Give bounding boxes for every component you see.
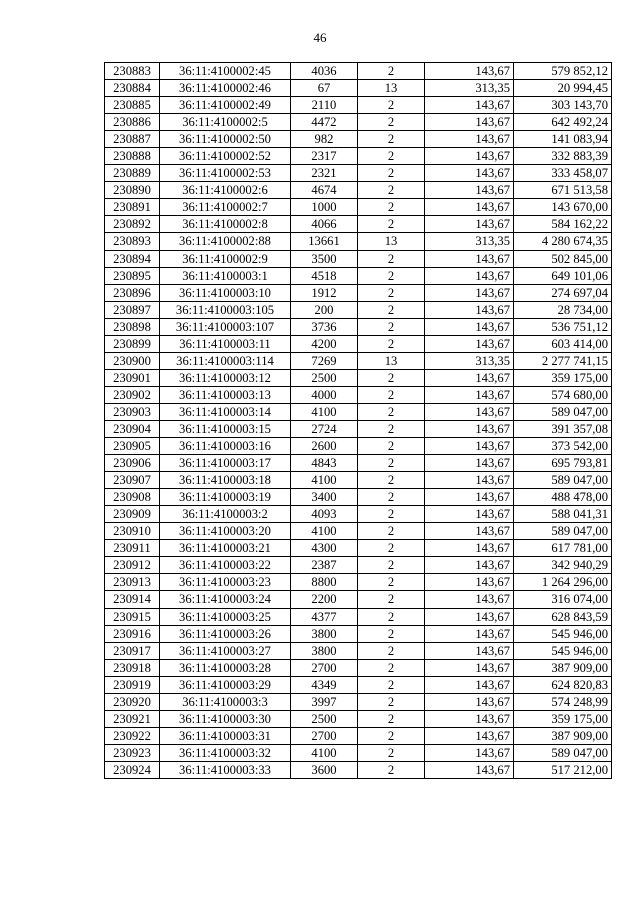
cadastral-number-cell: 36:11:4100003:32 bbox=[160, 744, 291, 761]
area-cell: 200 bbox=[291, 301, 358, 318]
table-row bbox=[105, 625, 612, 642]
category-cell: 2 bbox=[358, 523, 425, 540]
record-number-cell: 230903 bbox=[105, 403, 160, 420]
cadastral-number-cell: 36:11:4100002:7 bbox=[160, 199, 291, 216]
record-number-cell: 230921 bbox=[105, 710, 160, 727]
area-cell: 1000 bbox=[291, 199, 358, 216]
cadastral-value-cell: 387 909,00 bbox=[514, 659, 612, 676]
area-cell: 4674 bbox=[291, 182, 358, 199]
table-row bbox=[105, 455, 612, 472]
category-cell: 2 bbox=[358, 659, 425, 676]
cadastral-number-cell: 36:11:4100003:27 bbox=[160, 642, 291, 659]
area-cell: 4843 bbox=[291, 455, 358, 472]
rate-cell: 143,67 bbox=[425, 165, 514, 182]
area-cell: 3997 bbox=[291, 693, 358, 710]
area-cell: 67 bbox=[291, 80, 358, 97]
table-row bbox=[105, 676, 612, 693]
table-row bbox=[105, 591, 612, 608]
cadastral-number-cell: 36:11:4100002:52 bbox=[160, 148, 291, 165]
cadastral-number-cell: 36:11:4100002:53 bbox=[160, 165, 291, 182]
table-row bbox=[105, 403, 612, 420]
rate-cell: 143,67 bbox=[425, 301, 514, 318]
table-row bbox=[105, 165, 612, 182]
cadastral-value-cell: 589 047,00 bbox=[514, 523, 612, 540]
record-number-cell: 230885 bbox=[105, 97, 160, 114]
area-cell: 3736 bbox=[291, 318, 358, 335]
category-cell: 2 bbox=[358, 506, 425, 523]
cadastral-value-cell: 545 946,00 bbox=[514, 625, 612, 642]
area-cell: 4100 bbox=[291, 472, 358, 489]
cadastral-value-cell: 2 277 741,15 bbox=[514, 352, 612, 369]
table-row bbox=[105, 386, 612, 403]
cadastral-value-cell: 671 513,58 bbox=[514, 182, 612, 199]
rate-cell: 143,67 bbox=[425, 540, 514, 557]
rate-cell: 143,67 bbox=[425, 335, 514, 352]
record-number-cell: 230913 bbox=[105, 574, 160, 591]
cadastral-number-cell: 36:11:4100002:9 bbox=[160, 250, 291, 267]
rate-cell: 143,67 bbox=[425, 250, 514, 267]
rate-cell: 143,67 bbox=[425, 63, 514, 80]
record-number-cell: 230906 bbox=[105, 455, 160, 472]
cadastral-value-cell: 588 041,31 bbox=[514, 506, 612, 523]
record-number-cell: 230893 bbox=[105, 233, 160, 250]
rate-cell: 143,67 bbox=[425, 199, 514, 216]
rate-cell: 313,35 bbox=[425, 352, 514, 369]
cadastral-value-cell: 274 697,04 bbox=[514, 284, 612, 301]
table-row bbox=[105, 540, 612, 557]
cadastral-number-cell: 36:11:4100002:6 bbox=[160, 182, 291, 199]
cadastral-value-cell: 387 909,00 bbox=[514, 727, 612, 744]
table-row bbox=[105, 489, 612, 506]
cadastral-number-cell: 36:11:4100003:22 bbox=[160, 557, 291, 574]
category-cell: 2 bbox=[358, 489, 425, 506]
area-cell: 4377 bbox=[291, 608, 358, 625]
cadastral-value-cell: 20 994,45 bbox=[514, 80, 612, 97]
cadastral-value-cell: 695 793,81 bbox=[514, 455, 612, 472]
cadastral-value-cell: 517 212,00 bbox=[514, 761, 612, 778]
cadastral-value-cell: 536 751,12 bbox=[514, 318, 612, 335]
table-row bbox=[105, 727, 612, 744]
area-cell: 4100 bbox=[291, 744, 358, 761]
cadastral-value-cell: 584 162,22 bbox=[514, 216, 612, 233]
record-number-cell: 230892 bbox=[105, 216, 160, 233]
cadastral-number-cell: 36:11:4100003:26 bbox=[160, 625, 291, 642]
record-number-cell: 230897 bbox=[105, 301, 160, 318]
area-cell: 8800 bbox=[291, 574, 358, 591]
table-row bbox=[105, 472, 612, 489]
cadastral-number-cell: 36:11:4100003:1 bbox=[160, 267, 291, 284]
cadastral-value-cell: 488 478,00 bbox=[514, 489, 612, 506]
category-cell: 2 bbox=[358, 591, 425, 608]
category-cell: 2 bbox=[358, 267, 425, 284]
table-row bbox=[105, 250, 612, 267]
table-row bbox=[105, 80, 612, 97]
cadastral-value-cell: 1 264 296,00 bbox=[514, 574, 612, 591]
cadastral-number-cell: 36:11:4100003:13 bbox=[160, 386, 291, 403]
record-number-cell: 230884 bbox=[105, 80, 160, 97]
cadastral-number-cell: 36:11:4100003:19 bbox=[160, 489, 291, 506]
area-cell: 2700 bbox=[291, 727, 358, 744]
rate-cell: 143,67 bbox=[425, 574, 514, 591]
category-cell: 2 bbox=[358, 250, 425, 267]
category-cell: 2 bbox=[358, 608, 425, 625]
cadastral-number-cell: 36:11:4100003:16 bbox=[160, 438, 291, 455]
rate-cell: 143,67 bbox=[425, 727, 514, 744]
cadastral-number-cell: 36:11:4100003:3 bbox=[160, 693, 291, 710]
table-row bbox=[105, 148, 612, 165]
rate-cell: 143,67 bbox=[425, 369, 514, 386]
cadastral-number-cell: 36:11:4100003:17 bbox=[160, 455, 291, 472]
table-row bbox=[105, 233, 612, 250]
category-cell: 2 bbox=[358, 574, 425, 591]
table-row bbox=[105, 352, 612, 369]
area-cell: 7269 bbox=[291, 352, 358, 369]
table-row bbox=[105, 693, 612, 710]
table-row bbox=[105, 574, 612, 591]
record-number-cell: 230900 bbox=[105, 352, 160, 369]
area-cell: 2317 bbox=[291, 148, 358, 165]
cadastral-number-cell: 36:11:4100003:20 bbox=[160, 523, 291, 540]
area-cell: 1912 bbox=[291, 284, 358, 301]
cadastral-value-cell: 373 542,00 bbox=[514, 438, 612, 455]
cadastral-value-cell: 628 843,59 bbox=[514, 608, 612, 625]
rate-cell: 143,67 bbox=[425, 148, 514, 165]
cadastral-number-cell: 36:11:4100003:10 bbox=[160, 284, 291, 301]
cadastral-value-table bbox=[104, 62, 612, 779]
category-cell: 2 bbox=[358, 727, 425, 744]
area-cell: 2500 bbox=[291, 369, 358, 386]
area-cell: 3600 bbox=[291, 761, 358, 778]
record-number-cell: 230922 bbox=[105, 727, 160, 744]
category-cell: 13 bbox=[358, 80, 425, 97]
area-cell: 3800 bbox=[291, 642, 358, 659]
category-cell: 2 bbox=[358, 301, 425, 318]
record-number-cell: 230896 bbox=[105, 284, 160, 301]
record-number-cell: 230898 bbox=[105, 318, 160, 335]
record-number-cell: 230894 bbox=[105, 250, 160, 267]
cadastral-number-cell: 36:11:4100003:28 bbox=[160, 659, 291, 676]
rate-cell: 143,67 bbox=[425, 131, 514, 148]
rate-cell: 143,67 bbox=[425, 659, 514, 676]
rate-cell: 143,67 bbox=[425, 506, 514, 523]
area-cell: 4200 bbox=[291, 335, 358, 352]
cadastral-number-cell: 36:11:4100002:5 bbox=[160, 114, 291, 131]
record-number-cell: 230905 bbox=[105, 438, 160, 455]
table-row bbox=[105, 369, 612, 386]
rate-cell: 143,67 bbox=[425, 744, 514, 761]
record-number-cell: 230911 bbox=[105, 540, 160, 557]
cadastral-value-cell: 4 280 674,35 bbox=[514, 233, 612, 250]
cadastral-number-cell: 36:11:4100003:15 bbox=[160, 420, 291, 437]
category-cell: 2 bbox=[358, 744, 425, 761]
rate-cell: 143,67 bbox=[425, 625, 514, 642]
area-cell: 4300 bbox=[291, 540, 358, 557]
cadastral-value-cell: 502 845,00 bbox=[514, 250, 612, 267]
cadastral-value-cell: 316 074,00 bbox=[514, 591, 612, 608]
cadastral-number-cell: 36:11:4100003:21 bbox=[160, 540, 291, 557]
cadastral-value-cell: 545 946,00 bbox=[514, 642, 612, 659]
record-number-cell: 230917 bbox=[105, 642, 160, 659]
cadastral-number-cell: 36:11:4100003:23 bbox=[160, 574, 291, 591]
record-number-cell: 230904 bbox=[105, 420, 160, 437]
record-number-cell: 230907 bbox=[105, 472, 160, 489]
category-cell: 2 bbox=[358, 642, 425, 659]
record-number-cell: 230888 bbox=[105, 148, 160, 165]
table-row bbox=[105, 761, 612, 778]
area-cell: 2724 bbox=[291, 420, 358, 437]
category-cell: 2 bbox=[358, 114, 425, 131]
category-cell: 2 bbox=[358, 455, 425, 472]
table-row bbox=[105, 710, 612, 727]
rate-cell: 143,67 bbox=[425, 676, 514, 693]
cadastral-value-cell: 603 414,00 bbox=[514, 335, 612, 352]
table-row bbox=[105, 420, 612, 437]
rate-cell: 313,35 bbox=[425, 80, 514, 97]
category-cell: 2 bbox=[358, 761, 425, 778]
category-cell: 2 bbox=[358, 557, 425, 574]
cadastral-value-cell: 589 047,00 bbox=[514, 744, 612, 761]
table-row bbox=[105, 523, 612, 540]
record-number-cell: 230916 bbox=[105, 625, 160, 642]
area-cell: 2200 bbox=[291, 591, 358, 608]
category-cell: 2 bbox=[358, 97, 425, 114]
rate-cell: 143,67 bbox=[425, 216, 514, 233]
record-number-cell: 230887 bbox=[105, 131, 160, 148]
cadastral-value-cell: 589 047,00 bbox=[514, 403, 612, 420]
rate-cell: 143,67 bbox=[425, 114, 514, 131]
table-row bbox=[105, 267, 612, 284]
table-row bbox=[105, 199, 612, 216]
cadastral-number-cell: 36:11:4100002:49 bbox=[160, 97, 291, 114]
cadastral-number-cell: 36:11:4100003:107 bbox=[160, 318, 291, 335]
rate-cell: 143,67 bbox=[425, 642, 514, 659]
category-cell: 2 bbox=[358, 199, 425, 216]
cadastral-number-cell: 36:11:4100003:18 bbox=[160, 472, 291, 489]
category-cell: 2 bbox=[358, 438, 425, 455]
rate-cell: 143,67 bbox=[425, 403, 514, 420]
rate-cell: 143,67 bbox=[425, 97, 514, 114]
area-cell: 13661 bbox=[291, 233, 358, 250]
cadastral-value-cell: 642 492,24 bbox=[514, 114, 612, 131]
category-cell: 2 bbox=[358, 216, 425, 233]
category-cell: 2 bbox=[358, 131, 425, 148]
record-number-cell: 230889 bbox=[105, 165, 160, 182]
cadastral-number-cell: 36:11:4100002:88 bbox=[160, 233, 291, 250]
record-number-cell: 230915 bbox=[105, 608, 160, 625]
category-cell: 13 bbox=[358, 233, 425, 250]
area-cell: 4036 bbox=[291, 63, 358, 80]
category-cell: 2 bbox=[358, 625, 425, 642]
cadastral-value-cell: 649 101,06 bbox=[514, 267, 612, 284]
rate-cell: 143,67 bbox=[425, 761, 514, 778]
category-cell: 2 bbox=[358, 386, 425, 403]
cadastral-number-cell: 36:11:4100003:33 bbox=[160, 761, 291, 778]
category-cell: 2 bbox=[358, 420, 425, 437]
table-row bbox=[105, 642, 612, 659]
rate-cell: 143,67 bbox=[425, 455, 514, 472]
rate-cell: 143,67 bbox=[425, 420, 514, 437]
cadastral-value-cell: 332 883,39 bbox=[514, 148, 612, 165]
category-cell: 2 bbox=[358, 472, 425, 489]
category-cell: 13 bbox=[358, 352, 425, 369]
category-cell: 2 bbox=[358, 369, 425, 386]
cadastral-number-cell: 36:11:4100003:14 bbox=[160, 403, 291, 420]
cadastral-value-cell: 624 820,83 bbox=[514, 676, 612, 693]
category-cell: 2 bbox=[358, 693, 425, 710]
rate-cell: 143,67 bbox=[425, 438, 514, 455]
area-cell: 982 bbox=[291, 131, 358, 148]
record-number-cell: 230891 bbox=[105, 199, 160, 216]
cadastral-value-cell: 574 680,00 bbox=[514, 386, 612, 403]
cadastral-number-cell: 36:11:4100003:31 bbox=[160, 727, 291, 744]
record-number-cell: 230912 bbox=[105, 557, 160, 574]
record-number-cell: 230883 bbox=[105, 63, 160, 80]
cadastral-number-cell: 36:11:4100003:2 bbox=[160, 506, 291, 523]
rate-cell: 313,35 bbox=[425, 233, 514, 250]
rate-cell: 143,67 bbox=[425, 472, 514, 489]
category-cell: 2 bbox=[358, 148, 425, 165]
rate-cell: 143,67 bbox=[425, 591, 514, 608]
table-row bbox=[105, 335, 612, 352]
cadastral-number-cell: 36:11:4100003:105 bbox=[160, 301, 291, 318]
rate-cell: 143,67 bbox=[425, 489, 514, 506]
category-cell: 2 bbox=[358, 403, 425, 420]
table-row bbox=[105, 114, 612, 131]
cadastral-value-cell: 359 175,00 bbox=[514, 369, 612, 386]
cadastral-number-cell: 36:11:4100002:45 bbox=[160, 63, 291, 80]
table-row bbox=[105, 63, 612, 80]
record-number-cell: 230924 bbox=[105, 761, 160, 778]
record-number-cell: 230890 bbox=[105, 182, 160, 199]
cadastral-value-cell: 143 670,00 bbox=[514, 199, 612, 216]
area-cell: 2387 bbox=[291, 557, 358, 574]
table-row bbox=[105, 608, 612, 625]
category-cell: 2 bbox=[358, 165, 425, 182]
cadastral-value-cell: 28 734,00 bbox=[514, 301, 612, 318]
area-cell: 4100 bbox=[291, 523, 358, 540]
area-cell: 2700 bbox=[291, 659, 358, 676]
table-row bbox=[105, 182, 612, 199]
rate-cell: 143,67 bbox=[425, 182, 514, 199]
record-number-cell: 230901 bbox=[105, 369, 160, 386]
cadastral-value-cell: 391 357,08 bbox=[514, 420, 612, 437]
cadastral-value-cell: 359 175,00 bbox=[514, 710, 612, 727]
category-cell: 2 bbox=[358, 676, 425, 693]
record-number-cell: 230908 bbox=[105, 489, 160, 506]
record-number-cell: 230918 bbox=[105, 659, 160, 676]
cadastral-value-cell: 617 781,00 bbox=[514, 540, 612, 557]
cadastral-number-cell: 36:11:4100002:8 bbox=[160, 216, 291, 233]
category-cell: 2 bbox=[358, 63, 425, 80]
area-cell: 3500 bbox=[291, 250, 358, 267]
record-number-cell: 230899 bbox=[105, 335, 160, 352]
table-row bbox=[105, 659, 612, 676]
area-cell: 2321 bbox=[291, 165, 358, 182]
cadastral-number-cell: 36:11:4100003:29 bbox=[160, 676, 291, 693]
table-row bbox=[105, 284, 612, 301]
rate-cell: 143,67 bbox=[425, 267, 514, 284]
cadastral-number-cell: 36:11:4100003:30 bbox=[160, 710, 291, 727]
rate-cell: 143,67 bbox=[425, 523, 514, 540]
rate-cell: 143,67 bbox=[425, 608, 514, 625]
cadastral-value-cell: 342 940,29 bbox=[514, 557, 612, 574]
area-cell: 2500 bbox=[291, 710, 358, 727]
cadastral-number-cell: 36:11:4100003:12 bbox=[160, 369, 291, 386]
cadastral-number-cell: 36:11:4100002:50 bbox=[160, 131, 291, 148]
rate-cell: 143,67 bbox=[425, 318, 514, 335]
cadastral-number-cell: 36:11:4100002:46 bbox=[160, 80, 291, 97]
rate-cell: 143,67 bbox=[425, 710, 514, 727]
table-row bbox=[105, 557, 612, 574]
cadastral-number-cell: 36:11:4100003:11 bbox=[160, 335, 291, 352]
area-cell: 4349 bbox=[291, 676, 358, 693]
category-cell: 2 bbox=[358, 284, 425, 301]
category-cell: 2 bbox=[358, 540, 425, 557]
cadastral-value-cell: 303 143,70 bbox=[514, 97, 612, 114]
category-cell: 2 bbox=[358, 710, 425, 727]
area-cell: 4472 bbox=[291, 114, 358, 131]
cadastral-value-cell: 141 083,94 bbox=[514, 131, 612, 148]
rate-cell: 143,67 bbox=[425, 284, 514, 301]
area-cell: 4518 bbox=[291, 267, 358, 284]
cadastral-value-cell: 589 047,00 bbox=[514, 472, 612, 489]
table-row bbox=[105, 131, 612, 148]
area-cell: 4100 bbox=[291, 403, 358, 420]
category-cell: 2 bbox=[358, 182, 425, 199]
table-row bbox=[105, 744, 612, 761]
table-body bbox=[105, 63, 612, 779]
area-cell: 3400 bbox=[291, 489, 358, 506]
cadastral-value-cell: 333 458,07 bbox=[514, 165, 612, 182]
rate-cell: 143,67 bbox=[425, 693, 514, 710]
category-cell: 2 bbox=[358, 318, 425, 335]
record-number-cell: 230902 bbox=[105, 386, 160, 403]
page-number: 46 bbox=[313, 30, 327, 45]
area-cell: 2110 bbox=[291, 97, 358, 114]
cadastral-number-cell: 36:11:4100003:114 bbox=[160, 352, 291, 369]
cadastral-value-cell: 579 852,12 bbox=[514, 63, 612, 80]
table-row bbox=[105, 301, 612, 318]
table-row bbox=[105, 216, 612, 233]
area-cell: 2600 bbox=[291, 438, 358, 455]
record-number-cell: 230919 bbox=[105, 676, 160, 693]
area-cell: 4000 bbox=[291, 386, 358, 403]
table-row bbox=[105, 438, 612, 455]
area-cell: 4066 bbox=[291, 216, 358, 233]
record-number-cell: 230920 bbox=[105, 693, 160, 710]
cadastral-number-cell: 36:11:4100003:25 bbox=[160, 608, 291, 625]
record-number-cell: 230910 bbox=[105, 523, 160, 540]
record-number-cell: 230886 bbox=[105, 114, 160, 131]
table-row bbox=[105, 318, 612, 335]
category-cell: 2 bbox=[358, 335, 425, 352]
cadastral-number-cell: 36:11:4100003:24 bbox=[160, 591, 291, 608]
rate-cell: 143,67 bbox=[425, 386, 514, 403]
record-number-cell: 230895 bbox=[105, 267, 160, 284]
area-cell: 3800 bbox=[291, 625, 358, 642]
rate-cell: 143,67 bbox=[425, 557, 514, 574]
table-row bbox=[105, 97, 612, 114]
record-number-cell: 230914 bbox=[105, 591, 160, 608]
area-cell: 4093 bbox=[291, 506, 358, 523]
record-number-cell: 230923 bbox=[105, 744, 160, 761]
table-row bbox=[105, 506, 612, 523]
cadastral-value-cell: 574 248,99 bbox=[514, 693, 612, 710]
record-number-cell: 230909 bbox=[105, 506, 160, 523]
